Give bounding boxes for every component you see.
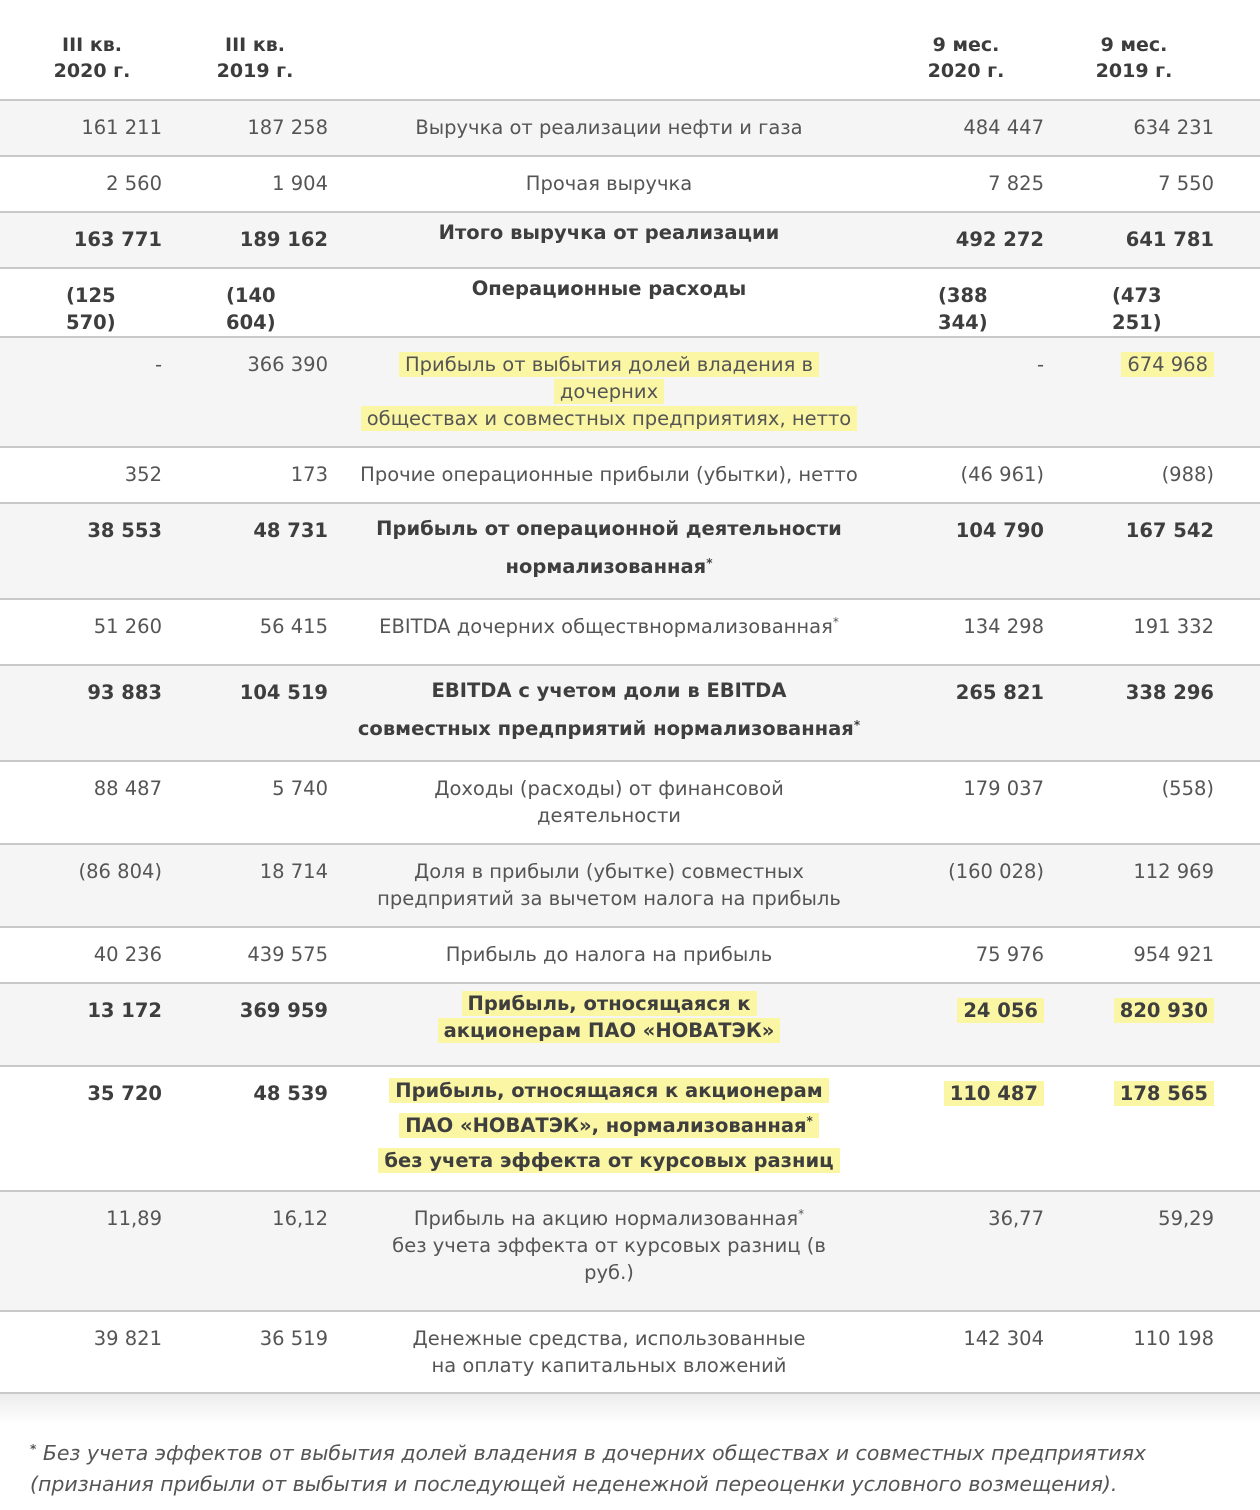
row-label-line: без учета эффекта от курсовых разниц (в — [392, 1234, 826, 1257]
row-label — [328, 844, 890, 927]
table-row — [0, 156, 1260, 212]
row-label — [328, 983, 890, 1066]
highlighted-label-line: Прибыль, относящаяся к — [462, 991, 757, 1016]
cell-9m-2019: 641 781 — [1044, 212, 1214, 268]
row-label-line: Прибыль от операционной деятельности — [376, 517, 842, 540]
cell-q3-2020: 2 560 — [0, 156, 162, 212]
cell-q3-2020: 35 720 — [0, 1066, 162, 1191]
row-label-line: Прибыль на акцию нормализованная — [413, 1207, 799, 1230]
cell-9m-2020: 142 304 — [890, 1311, 1044, 1393]
header-9m-2020: 9 мес. 2020 г. — [927, 34, 1005, 82]
footnote-marker: * — [832, 615, 839, 629]
row-label: Прочая выручка — [328, 156, 890, 212]
cell-9m-2020: (388 344) — [890, 268, 1044, 337]
row-label — [328, 761, 890, 844]
cell-q3-2019: 48 731 — [162, 503, 328, 599]
table-header — [0, 0, 1260, 99]
cell-q3-2019: 56 415 — [162, 599, 328, 665]
cell-q3-2020: 163 771 — [0, 212, 162, 268]
cell-q3-2019: 173 — [162, 447, 328, 503]
financial-table — [0, 99, 1260, 1394]
row-label-line: Денежные средства, использованные — [412, 1327, 806, 1350]
row-label — [328, 665, 890, 761]
cell-9m-2019: 191 332 — [1044, 599, 1214, 665]
cell-9m-2019: 7 550 — [1044, 156, 1214, 212]
cell-9m-2019: 674 968 — [1121, 352, 1214, 377]
cell-q3-2019: 16,12 — [162, 1191, 328, 1311]
table-row — [0, 1191, 1260, 1311]
highlighted-label-line: обществах и совместных предприятиях, нетто — [361, 406, 858, 431]
row-label-line: Доходы (расходы) от финансовой — [434, 777, 784, 800]
cell-q3-2019: 366 390 — [162, 337, 328, 447]
cell-9m-2020: 134 298 — [890, 599, 1044, 665]
footnote-marker: * — [798, 1207, 805, 1221]
cell-q3-2019: 18 714 — [162, 844, 328, 927]
cell-9m-2019: 634 231 — [1044, 100, 1214, 156]
cell-9m-2019: 112 969 — [1044, 844, 1214, 927]
cell-9m-2020: 492 272 — [890, 212, 1044, 268]
footnote-marker: * — [853, 718, 861, 732]
cell-9m-2019: 820 930 — [1114, 998, 1214, 1023]
highlighted-label-line: дочерних — [554, 379, 664, 404]
row-label — [328, 1066, 890, 1191]
table-row — [0, 1311, 1260, 1393]
highlighted-label-line: ПАО «НОВАТЭК», нормализованная — [405, 1114, 807, 1137]
header-q3-2020: III кв. 2020 г. — [53, 34, 131, 82]
row-label-line: руб.) — [584, 1261, 634, 1284]
cell-9m-2020: 265 821 — [890, 665, 1044, 761]
footnote-marker: * — [30, 1442, 37, 1456]
cell-q3-2019: 5 740 — [162, 761, 328, 844]
cell-9m-2019: 178 565 — [1114, 1081, 1214, 1106]
cell-q3-2019: (140 604) — [162, 268, 328, 337]
cell-q3-2020: (125 570) — [0, 268, 162, 337]
row-label-line: Доля в прибыли (убытке) совместных — [414, 860, 804, 883]
cell-q3-2020: 11,89 — [0, 1191, 162, 1311]
cell-q3-2020: (86 804) — [0, 844, 162, 927]
cell-9m-2019: 338 296 — [1044, 665, 1214, 761]
cell-q3-2019: 439 575 — [162, 927, 328, 983]
cell-q3-2020: 88 487 — [0, 761, 162, 844]
cell-9m-2020: (160 028) — [890, 844, 1044, 927]
cell-q3-2020: 40 236 — [0, 927, 162, 983]
cell-9m-2020: (46 961) — [890, 447, 1044, 503]
row-label-line: EBITDA с учетом доли в EBITDA — [431, 679, 787, 702]
cell-9m-2019: (988) — [1044, 447, 1214, 503]
cell-q3-2019: 187 258 — [162, 100, 328, 156]
cell-9m-2020: 24 056 — [957, 998, 1044, 1023]
cell-q3-2019: 189 162 — [162, 212, 328, 268]
cell-9m-2020: 36,77 — [890, 1191, 1044, 1311]
highlighted-label-line: Прибыль, относящаяся к акционерам — [389, 1078, 828, 1103]
cell-q3-2020: - — [0, 337, 162, 447]
cell-9m-2020: 104 790 — [890, 503, 1044, 599]
cell-9m-2019: (473 251) — [1044, 268, 1214, 337]
cell-q3-2019: 369 959 — [162, 983, 328, 1066]
table-shadow — [0, 1394, 1260, 1424]
cell-q3-2020: 38 553 — [0, 503, 162, 599]
cell-q3-2020: 161 211 — [0, 100, 162, 156]
cell-9m-2020: 7 825 — [890, 156, 1044, 212]
row-label-line: совместных предприятий нормализованная — [357, 717, 854, 740]
table-row — [0, 268, 1260, 337]
cell-9m-2019: 167 542 — [1044, 503, 1214, 599]
cell-q3-2020: 39 821 — [0, 1311, 162, 1393]
row-label: Выручка от реализации нефти и газа — [328, 100, 890, 156]
cell-9m-2020: 110 487 — [944, 1081, 1044, 1106]
cell-q3-2020: 51 260 — [0, 599, 162, 665]
cell-9m-2020: - — [890, 337, 1044, 447]
table-row — [0, 503, 1260, 599]
cell-9m-2019: (558) — [1044, 761, 1214, 844]
cell-9m-2020: 484 447 — [890, 100, 1044, 156]
row-label — [328, 599, 890, 665]
cell-q3-2019: 36 519 — [162, 1311, 328, 1393]
row-label-line: EBITDA дочерних обществнормализованная — [379, 615, 833, 638]
cell-q3-2020: 352 — [0, 447, 162, 503]
row-label: Итого выручка от реализации — [328, 212, 890, 268]
row-label-line: предприятий за вычетом налога на прибыль — [377, 887, 841, 910]
row-label: Прочие операционные прибыли (убытки), нетто — [328, 447, 890, 503]
table-row — [0, 927, 1260, 983]
row-label-line: нормализованная — [505, 555, 707, 578]
row-label-line: деятельности — [537, 804, 681, 827]
highlighted-label-line: акционерам ПАО «НОВАТЭК» — [438, 1018, 781, 1043]
row-label — [328, 1311, 890, 1393]
row-label: Операционные расходы — [328, 268, 890, 337]
footnote-line: Без учета эффектов от выбытия долей владения в дочерних обществах и совместных предприятиях — [42, 1441, 1147, 1465]
header-q3-2019: III кв. 2019 г. — [216, 34, 294, 82]
cell-q3-2019: 48 539 — [162, 1066, 328, 1191]
header-9m-2019: 9 мес. 2019 г. — [1095, 34, 1173, 82]
row-label-line: на оплату капитальных вложений — [431, 1354, 787, 1377]
footnote-marker: * — [806, 1114, 813, 1128]
cell-q3-2020: 93 883 — [0, 665, 162, 761]
table-row — [0, 761, 1260, 844]
cell-9m-2020: 75 976 — [890, 927, 1044, 983]
row-label — [328, 337, 890, 447]
row-label — [328, 503, 890, 599]
highlighted-label-line: Прибыль от выбытия долей владения в — [399, 352, 819, 377]
footnote-line: (признания прибыли от выбытия и последующей неденежной переоценки условного возмещения). — [30, 1472, 1118, 1496]
cell-q3-2020: 13 172 — [0, 983, 162, 1066]
table-row — [0, 447, 1260, 503]
row-label — [328, 1191, 890, 1311]
cell-9m-2019: 954 921 — [1044, 927, 1214, 983]
table-row — [0, 983, 1260, 1066]
footnote — [0, 1424, 1260, 1500]
table-row — [0, 100, 1260, 156]
table-row — [0, 1066, 1260, 1191]
cell-9m-2019: 110 198 — [1044, 1311, 1214, 1393]
table-row — [0, 844, 1260, 927]
table-row — [0, 599, 1260, 665]
cell-q3-2019: 1 904 — [162, 156, 328, 212]
row-label: Прибыль до налога на прибыль — [328, 927, 890, 983]
table-row — [0, 665, 1260, 761]
highlighted-label-line: без учета эффекта от курсовых разниц — [378, 1148, 839, 1173]
footnote-marker: * — [706, 556, 713, 570]
cell-q3-2019: 104 519 — [162, 665, 328, 761]
cell-9m-2020: 179 037 — [890, 761, 1044, 844]
table-row — [0, 212, 1260, 268]
cell-9m-2019: 59,29 — [1044, 1191, 1214, 1311]
table-row — [0, 337, 1260, 447]
